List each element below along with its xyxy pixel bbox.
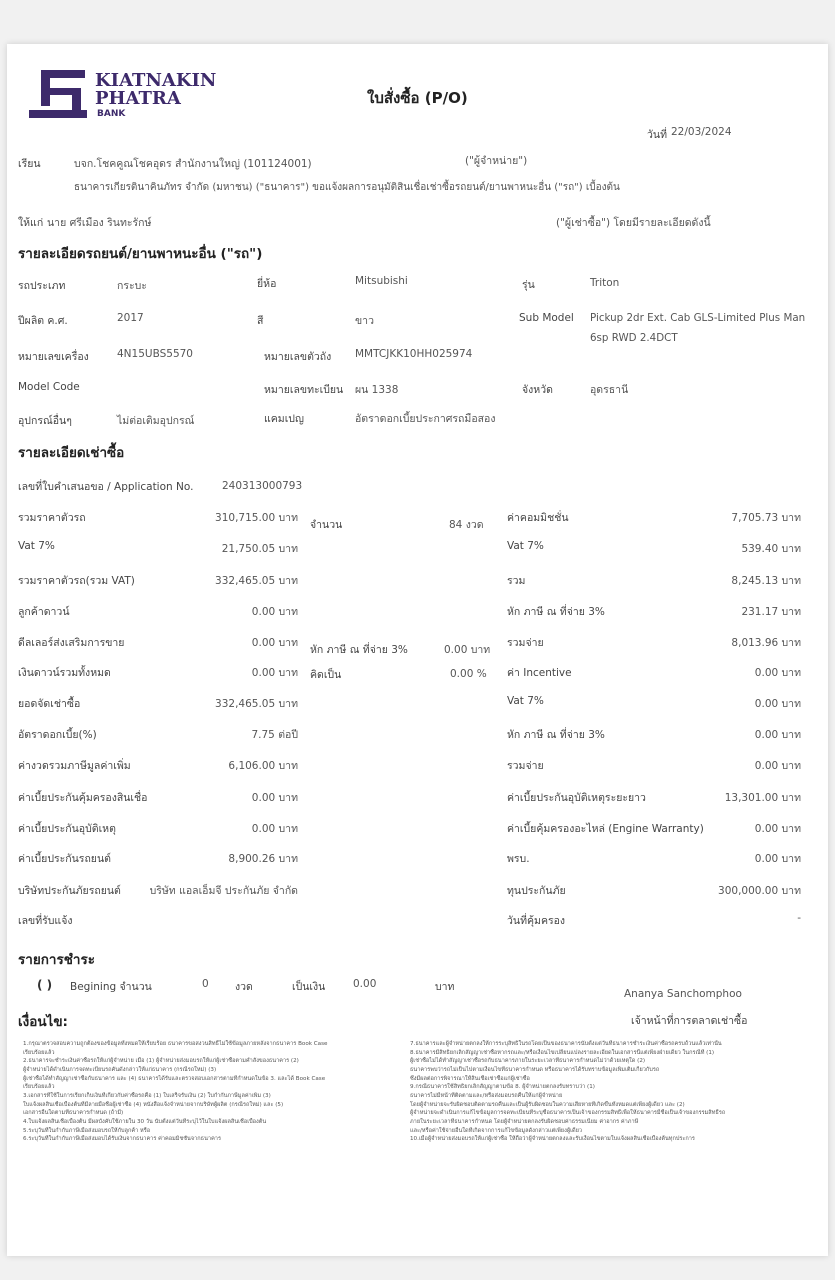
conditions-left-list [23, 1040, 401, 1144]
condition-line: ผู้เช่าซื้อไม่ได้ทำสัญญาเช่าซื้อรถกับธนาคารภายในระยะเวลาที่ธนาคารกำหนดไม่ว่าด้วยเหตุใด (2) [410, 1058, 646, 1065]
down-pct-value: 0.00 % [450, 668, 487, 680]
left-value: 0.00 บาท [251, 792, 298, 804]
right-value: 231.17 บาท [741, 606, 801, 618]
left-label: ค่าเบี้ยประกันอุบัติเหตุ [18, 823, 116, 835]
left-value: 0.00 บาท [251, 637, 298, 649]
model-code-label: Model Code [18, 381, 80, 393]
province-label: จังหวัด [522, 384, 553, 396]
date-label: วันที่ [647, 129, 667, 141]
application-label: เลขที่ใบคำเสนอขอ / Application No. [18, 481, 194, 493]
condition-line: 9.กรณีธนาคารใช้สิทธิยกเลิกสัญญาตามข้อ 8. ผู้จำหน่ายตกลงรับทราบว่า (1) [410, 1084, 595, 1091]
payment-heading: รายการชำระ [18, 952, 95, 968]
right-value: 0.00 บาท [754, 729, 801, 741]
chassis-value: MMTCJKK10HH025974 [355, 348, 473, 360]
right-value: 8,245.13 บาท [731, 575, 801, 587]
right-value: 0.00 บาท [754, 760, 801, 772]
right-label: ค่าคอมมิชชั่น [507, 512, 569, 524]
campaign-value: อัตราดอกเบี้ยประกาศรถมือสอง [355, 413, 496, 425]
right-value: 0.00 บาท [754, 667, 801, 679]
lease-heading: รายละเอียดเช่าซื้อ [18, 445, 125, 461]
left-label: ค่าเบี้ยประกันคุ้มครองสินเชื่อ [18, 792, 148, 804]
left-label: เงินดาวน์รวมทั้งหมด [18, 667, 111, 679]
installment-count-label: จำนวน [310, 519, 343, 531]
payment-checkbox[interactable]: ( ) [37, 978, 53, 992]
left-value: 310,715.00 บาท [215, 512, 298, 524]
engine-label: หมายเลขเครื่อง [18, 351, 89, 363]
logo-line3: BANK [97, 109, 126, 119]
left-label: รวมราคาตัวรถ(รวม VAT) [18, 575, 135, 587]
right-label: ค่าเบี้ยคุ้มครองอะไหล่ (Engine Warranty) [507, 823, 704, 835]
brand-label: ยี่ห้อ [257, 278, 277, 290]
condition-line: เอกสารอื่นใดตามที่ธนาคารกำหนด (ถ้ามี) [23, 1110, 124, 1117]
dealer-tax-value: 0.00 บาท [444, 644, 491, 656]
engine-value: 4N15UBS5570 [117, 348, 193, 360]
plate-label: หมายเลขทะเบียน [264, 384, 344, 396]
beginning-count: 0 [202, 978, 209, 990]
date-value: 22/03/2024 [671, 126, 732, 138]
condition-line: ภายในระยะเวลาที่ธนาคารกำหนด โดยผู้จำหน่ายตกลงรับผิดชอบค่าธรรมเนียม ค่าอากร ค่าภาษี [410, 1118, 639, 1125]
condition-line: ผู้เช่าซื้อได้ทำสัญญาเช่าซื้อกับธนาคาร และ (4) ธนาคารได้รับและตรวจสอบเอกสารตามที่กำหนดในข้อ 3. และได้ Book Case [23, 1075, 326, 1082]
condition-line: เรียบร้อยแล้ว [23, 1084, 55, 1091]
left-value: 0.00 บาท [251, 606, 298, 618]
accessory-label: อุปกรณ์อื่นๆ [18, 415, 72, 427]
right-value: 0.00 บาท [754, 698, 801, 710]
condition-line: 2.ธนาคารจะชำระเงินค่าซื้อรถให้แก่ผู้จำหน่าย เมื่อ (1) ผู้จำหน่ายส่งมอบรถให้แก่ผู้เช่าซื้อตามคำสั่งของธนาคาร (2) [23, 1058, 299, 1065]
submodel-value-1: Pickup 2dr Ext. Cab GLS-Limited Plus Man [590, 312, 806, 324]
left-value: 21,750.05 บาท [221, 543, 298, 555]
condition-line: 1.กรุณาตรวจสอบความถูกต้องของข้อมูลทั้งหมดให้เรียบร้อย ธนาคารขอสงวนสิทธิ์ไม่ใช้ข้อมูลภายหลังจากธนาคาร Book Case [23, 1041, 328, 1047]
plate-value: ผน 1338 [355, 384, 399, 396]
left-label: ลูกค้าดาวน์ [18, 606, 70, 618]
for-value: นาย ศรีเมือง รินทะรักษ์ [47, 217, 152, 229]
left-label: ค่าเบี้ยประกันรถยนต์ [18, 853, 111, 865]
right-label: วันที่คุ้มครอง [507, 915, 566, 927]
condition-line: 5.ระบุวันที่ในกำกับภาษีเมื่อส่งมอบรถให้กับลูกค้า หรือ [23, 1127, 151, 1134]
beginning-unit: งวด [235, 981, 253, 993]
left-label: ยอดจัดเช่าซื้อ [18, 698, 81, 710]
right-value: 0.00 บาท [754, 823, 801, 835]
right-label: พรบ. [507, 853, 530, 865]
logo-line2: PHATRA [95, 88, 181, 109]
dealer-tax-label: หัก ภาษี ณ ที่จ่าย 3% [310, 644, 408, 656]
submodel-value-2: 6sp RWD 2.4DCT [590, 332, 678, 344]
condition-line: 6.ระบุวันที่ในกำกับภาษีเมื่อส่งมอบได้รับเงินจากธนาคาร ค่าคอมมิชชั่นจากธนาคาร [23, 1136, 221, 1143]
right-value: 13,301.00 บาท [724, 792, 801, 804]
chassis-label: หมายเลขตัวถัง [264, 351, 332, 363]
right-label: รวมจ่าย [507, 637, 544, 649]
right-value: 7,705.73 บาท [731, 512, 801, 524]
model-value: Triton [590, 277, 620, 289]
left-value: 0.00 บาท [251, 667, 298, 679]
right-label: หัก ภาษี ณ ที่จ่าย 3% [507, 606, 605, 618]
left-label: บริษัทประกันภัยรถยนต์ [18, 885, 121, 897]
right-value: 8,013.96 บาท [731, 637, 801, 649]
condition-line: 4.ใบแจ้งผลสินเชื่อเบื้องต้น มีผลบังคับใช้ภายใน 30 วัน นับตั้งแต่วันที่ระบุไว้ในใบแจ้งผลสินเชื่อเบื้องต้น [23, 1118, 267, 1125]
officer-title: เจ้าหน้าที่การตลาดเช่าซื้อ [631, 1015, 748, 1027]
right-label: รวมจ่าย [507, 760, 544, 772]
document-title: ใบสั่งซื้อ (P/O) [367, 89, 468, 107]
left-label: Vat 7% [18, 540, 55, 552]
submodel-label: Sub Model [519, 312, 574, 324]
right-value: 539.40 บาท [741, 543, 801, 555]
condition-line: 10.เมื่อผู้จำหน่ายส่งมอบรถให้แก่ผู้เช่าซื้อ ให้ถือว่าผู้จำหน่ายตกลงและรับเงื่อนไขตามใบแจ้งผลสินเชื่อเบื้องต้นทุกประการ [410, 1136, 695, 1143]
condition-line: และ/หรือค่าใช้จ่ายอื่นใดที่เกิดจากการแก้ไขข้อมูลดังกล่าวแต่เพียงผู้เดียว [410, 1127, 583, 1134]
left-label: เลขที่รับแจ้ง [18, 915, 73, 927]
left-value: บริษัท แอลเอ็มจี ประกันภัย จำกัด [149, 885, 298, 897]
bank-logo [27, 66, 227, 126]
campaign-label: แคมเปญ [264, 413, 304, 425]
condition-line: ผู้จำหน่ายได้ดำเนินการจดทะเบียนรถคันดังกล่าวให้แก่ธนาคาร (กรณีรถใหม่) (3) [23, 1066, 217, 1073]
left-value: 332,465.05 บาท [215, 575, 298, 587]
color-label: สี [257, 315, 264, 327]
condition-line: ใบแจ้งผลสินเชื่อเบื้องต้นที่มีลายมือชื่อผู้เช่าซื้อ (4) หนังสือแจ้งจำหน่ายจากบริษัทผู้ผลิต (กรณีรถใหม่) และ (5) [23, 1101, 284, 1108]
province-value: อุดรธานี [590, 384, 629, 396]
vehicle-type-value: กระบะ [117, 280, 147, 292]
year-value: 2017 [117, 312, 144, 324]
conditions-heading: เงื่อนไข: [18, 1014, 68, 1030]
right-label: Vat 7% [507, 540, 544, 552]
intro-text: ธนาคารเกียรตินาคินภัทร จำกัด (มหาชน) ("ธนาคาร") ขอแจ้งผลการอนุมัติสินเชื่อเช่าซื้อรถยนต์/ยานพาหนะอื่น ("รถ") เบื้องต้น [74, 182, 620, 193]
left-label: ดีลเลอร์ส่งเสริมการขาย [18, 637, 125, 649]
left-value: 8,900.26 บาท [228, 853, 298, 865]
purchase-order-document [7, 44, 828, 1256]
currency-label: บาท [435, 981, 455, 993]
down-pct-label: คิดเป็น [310, 669, 342, 681]
condition-line: โดยผู้จำหน่ายจะรับผิดชอบติดตามรถคืนและเป็นผู้รับผิดชอบในความเสียหายที่เกิดขึ้นทั้งหมดแต่เพียงผู้เดียว และ (2) [410, 1101, 685, 1108]
vehicle-heading: รายละเอียดรถยนต์/ยานพาหนะอื่น ("รถ") [18, 246, 263, 262]
color-value: ขาว [355, 315, 374, 327]
left-value: 0.00 บาท [251, 823, 298, 835]
left-label: ค่างวดรวมภาษีมูลค่าเพิ่ม [18, 760, 131, 772]
condition-line: เรียบร้อยแล้ว [23, 1049, 55, 1056]
condition-line: ผู้จำหน่ายจะดำเนินการแก้ไขข้อมูลการจดทะเบียนที่ระบุชื่อธนาคารเป็นเจ้าของกรรมสิทธิ์เพื่อให้ธนาคารมีชื่อเป็นเจ้าของกรรมสิทธิ์รถ [410, 1110, 726, 1117]
right-label: หัก ภาษี ณ ที่จ่าย 3% [507, 729, 605, 741]
vehicle-type-label: รถประเภท [18, 280, 66, 292]
condition-line: ซึ่งมีผลต่อการพิจารณาให้สินเชื่อเช่าซื้อแก่ผู้เช่าซื้อ [410, 1075, 530, 1082]
for-label: ให้แก่ [18, 217, 44, 229]
beginning-label: Begining จำนวน [70, 981, 152, 993]
amount-label: เป็นเงิน [292, 981, 326, 993]
to-value: บจก.โชคคูณโชคอุดร สำนักงานใหญ่ (101124001) [74, 158, 312, 170]
amount-value: 0.00 [353, 978, 377, 990]
right-label: ค่าเบี้ยประกันอุบัติเหตุระยะยาว [507, 792, 646, 804]
condition-line: ธนาคารพบว่ารถไม่เป็นไปตามเงื่อนไขที่ธนาคารกำหนด หรือธนาคารได้รับทราบข้อมูลเพิ่มเติมเกี่ยวกับรถ [410, 1066, 660, 1073]
application-value: 240313000793 [222, 480, 303, 492]
model-label: รุ่น [522, 279, 535, 291]
logo-line1: KIATNAKIN [95, 70, 217, 91]
condition-line: 3.เอกสารที่ใช้ในการเรียกเก็บเงินที่เกี่ยวกับค่าซื้อรถคือ (1) ใบเสร็จรับเงิน (2) ใบกำกับภาษีมูลค่าเพิ่ม (3) [23, 1092, 271, 1099]
left-value: 6,106.00 บาท [228, 760, 298, 772]
right-label: ค่า Incentive [507, 667, 572, 679]
right-label: รวม [507, 575, 526, 587]
left-label: รวมราคาตัวรถ [18, 512, 86, 524]
officer-name: Ananya Sanchomphoo [624, 988, 742, 1000]
condition-line: ธนาคารไม่มีหน้าที่ติดตามและ/หรือส่งมอบรถคืนให้แก่ผู้จำหน่าย [410, 1092, 563, 1099]
right-label: Vat 7% [507, 695, 544, 707]
left-label: อัตราดอกเบี้ย(%) [18, 729, 97, 741]
right-value: 0.00 บาท [754, 853, 801, 865]
brand-value: Mitsubishi [355, 275, 408, 287]
year-label: ปีผลิต ค.ศ. [18, 315, 68, 327]
right-value: - [797, 912, 801, 924]
kiatnakin-logo-icon [27, 68, 89, 124]
installment-count-value: 84 งวด [449, 519, 484, 531]
condition-line: 8.ธนาคารมีสิทธิยกเลิกสัญญาเช่าซื้อหากรถและ/หรือเงื่อนไขเปลี่ยนแปลงรายละเอียดในเอกสารนี้แต่เพียงฝ่ายเดียว ในกรณีที่ (1) [410, 1049, 715, 1056]
left-value: 332,465.05 บาท [215, 698, 298, 710]
right-value: 300,000.00 บาท [718, 885, 801, 897]
to-label: เรียน [18, 158, 41, 170]
condition-line: 7.ธนาคารและผู้จำหน่ายตกลงให้การระบุสิทธิในรถโดยเป็นของธนาคารนับตั้งแต่วันที่ธนาคารชำระเงินค่าซื้อรถครบถ้วนแล้วเท่านั้น [410, 1041, 722, 1047]
accessory-value: ไม่ต่อเติมอุปกรณ์ [117, 415, 195, 427]
conditions-right-list [410, 1040, 815, 1144]
left-value: 7.75 ต่อปี [251, 729, 298, 741]
to-role: ("ผู้จำหน่าย") [465, 155, 528, 167]
for-role: ("ผู้เช่าซื้อ") โดยมีรายละเอียดดังนี้ [556, 217, 711, 229]
right-label: ทุนประกันภัย [507, 885, 566, 897]
